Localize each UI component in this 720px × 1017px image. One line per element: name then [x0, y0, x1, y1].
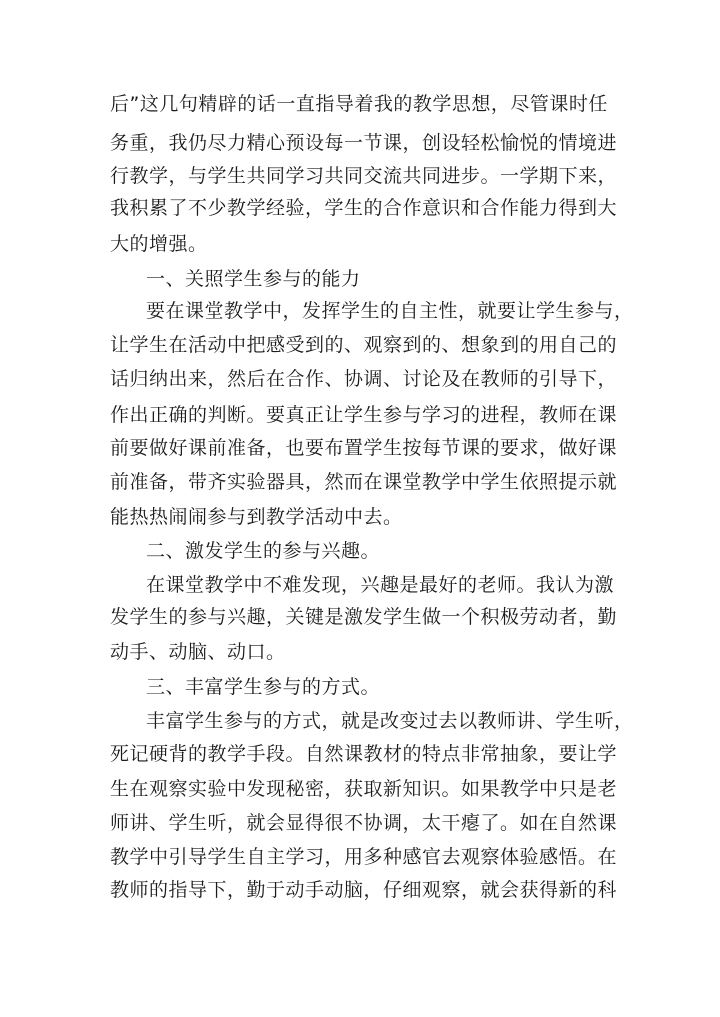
text-line: 前准备，带齐实验器具，然而在课堂教学中学生依照提示就 — [110, 471, 618, 493]
paragraph-first-line: 丰富学生参与的方式，就是改变过去以教师讲、学生听， — [146, 710, 634, 732]
text-line: 大的增强。 — [110, 233, 208, 255]
paragraph-first-line: 要在课堂教学中，发挥学生的自主性，就要让学生参与， — [146, 300, 634, 322]
text-line: 死记硬背的教学手段。自然课教材的特点非常抽象，要让学 — [110, 743, 618, 765]
paragraph-first-line: 在课堂教学中不难发现，兴趣是最好的老师。我认为激 — [146, 574, 615, 596]
text-line: 生在观察实验中发现秘密，获取新知识。如果教学中只是老 — [110, 778, 618, 800]
text-line: 前要做好课前准备，也要布置学生按每节课的要求，做好课 — [110, 437, 618, 459]
text-line: 话归纳出来，然后在合作、协调、讨论及在教师的引导下， — [110, 368, 618, 390]
section-heading: 三、丰富学生参与的方式。 — [146, 676, 381, 698]
text-line: 教学中引导学生自主学习，用多种感官去观察体验感悟。在 — [110, 846, 618, 868]
text-line: 行教学，与学生共同学习共同交流共同进步。一学期下来， — [110, 165, 618, 187]
section-heading: 二、激发学生的参与兴趣。 — [146, 540, 381, 562]
text-line: 教师的指导下，勤于动手动脑，仔细观察，就会获得新的科 — [110, 879, 618, 901]
text-line: 动手、动脑、动口。 — [110, 641, 286, 663]
text-line: 作出正确的判断。要真正让学生参与学习的进程，教师在课 — [110, 404, 618, 426]
text-line: 务重，我仍尽力精心预设每一节课，创设轻松愉悦的情境进 — [110, 132, 618, 154]
text-line: 能热热闹闹参与到教学活动中去。 — [110, 506, 403, 528]
text-line: 后”这几句精辟的话一直指导着我的教学思想，尽管课时任 — [110, 93, 608, 115]
text-line: 我积累了不少教学经验，学生的合作意识和合作能力得到大 — [110, 197, 618, 219]
text-line: 让学生在活动中把感受到的、观察到的、想象到的用自己的 — [110, 334, 618, 356]
section-heading: 一、关照学生参与的能力 — [146, 268, 361, 290]
text-line: 发学生的参与兴趣，关键是激发学生做一个积极劳动者，勤 — [110, 606, 618, 628]
text-line: 师讲、学生听，就会显得很不协调，太干瘪了。如在自然课 — [110, 812, 618, 834]
